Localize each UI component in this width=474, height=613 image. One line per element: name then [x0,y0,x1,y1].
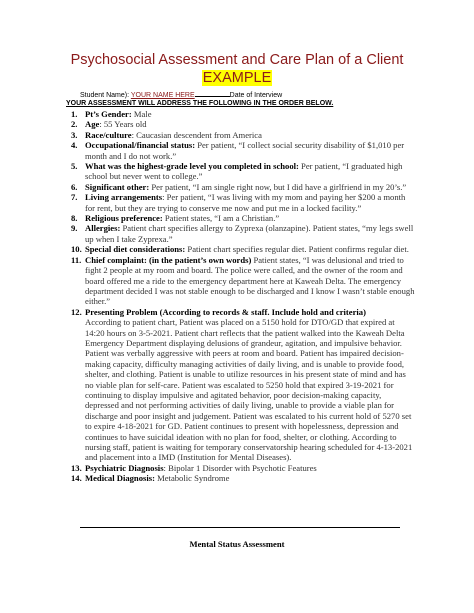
item-number: 9. [71,223,78,234]
list-item [71,192,415,213]
item-text: : Per patient, “I was living with my mom and paying her $200 a month for rent, but they are trying to conserve me now and put me in a locked facility.” [85,192,406,213]
list-item [71,129,415,140]
list-item [71,140,415,161]
instructions-heading: YOUR ASSESSMENT WILL ADDRESS THE FOLLOWING IN THE ORDER BELOW. [66,100,334,107]
list-item [71,223,415,244]
item-text: Patient chart specifies regular diet. Patient confirms regular diet. [185,244,409,255]
example-banner [0,70,474,86]
example-label: EXAMPLE [202,70,272,86]
item-label: Presenting Problem (According to records & staff. Include hold and criteria) [85,306,366,317]
item-number: 12. [71,306,82,317]
item-text: Male [131,109,152,119]
item-text: : Bipolar 1 Disorder with Psychotic Features [163,462,317,473]
item-number: 13. [71,462,82,473]
student-blank-line [195,90,230,97]
item-number: 14. [71,473,82,484]
item-label: Religious preference: [85,213,163,224]
list-item [71,161,415,182]
item-text: Metabolic Syndrome [154,473,230,484]
item-label: Special diet considerations: [85,244,186,255]
item-text: : Caucasian descendent from America [131,129,262,140]
list-item [71,244,415,255]
item-label: Age [85,119,100,130]
item-text: Per patient, “I collect social security disability of $1,010 per month and I do not work.” [85,140,405,161]
item-number: 1. [71,109,78,119]
item-label: Psychiatric Diagnosis [85,462,164,473]
item-text: Patient chart specifies allergy to Zyprexa (olanzapine). Patient states, “my legs swell up when I take Zyprexa.” [85,223,414,244]
item-number: 8. [71,213,78,224]
item-label: Pt’s Gender: [85,109,132,119]
item-label: Race/culture [85,129,132,140]
item-label: Chief complaint: (in the patient’s own words) [85,254,252,265]
mental-status-heading: Mental Status Assessment [189,539,285,549]
item-text: Per patient, “I am single right now, but I did have a girlfriend in my 20’s.” [149,181,407,192]
student-label: Student Name): [80,92,130,99]
item-number: 2. [71,119,78,130]
list-item [71,254,415,307]
item-label: Medical Diagnosis: [85,473,155,484]
list-item [71,462,415,473]
item-number: 11. [71,254,82,265]
item-number: 7. [71,192,78,203]
item-text: According to patient chart, Patient was placed on a 5150 hold for DTO/GD that expired at 14:20 hours on 3-5-2021. Patient chart reflects that the patient walked into the Kaweah Delta Emergency Department displaying delusions of grandeur, agitation, and impulsive behavior. Patient was verbally aggressive with peers at room and board. Patient has impaired decision-making capacity, difficulty managing activities of daily living, and is unable to provide food, shelter, and clothing. Patient is unable to utilize resources in his present state of mind and has no viable plan for self-care. Patient was escalated to 5250 hold that expired 3-19-2021 for continuing to display impulsive and agitated behavior, poor decision-making capacity, depressed and not performing activities of daily living, unable to provide a viable plan for discharge and poor insight and judgement. Patient was escalated to his current hold of 5270 set to expire 4-18-2021 for GD. Patient continues to present with hopelessness, depression and continues to have suicidal ideation with no plan for food, shelter, or clothing. According to nursing staff, patient is waiting for temporary conservatorship hearing scheduled for 4-13-2021 and placement into a IMD (Institution for Mental Diseases). [85,317,413,463]
list-item [71,213,415,224]
item-label: What was the highest-grade level you completed in school: [85,161,299,172]
item-number: 5. [71,161,78,172]
item-label: Occupational/financial status: [85,140,196,151]
item-text: : 55 Years old [99,119,147,130]
item-number: 3. [71,129,78,140]
item-number: 6. [71,181,78,192]
item-text: Patient states, “I was delusional and tried to fight 2 people at my room and board. The police were called, and the owner of the room and board offered me a ride to the emergency department here at Kaweah Delta. The emergency department decided I was not stable enough to be discharged and I know I wasn’t stable enough either.” [85,254,415,307]
document-title: Psychosocial Assessment and Care Plan of a Client [70,52,404,68]
item-text: Patient states, “I am a Christian.” [162,213,280,224]
list-item [71,306,415,463]
date-label: Date of Interview [229,92,283,99]
item-text: Per patient, “I graduated high school but never went to college.” [85,161,403,182]
section-divider [80,527,400,528]
list-item [71,181,415,192]
list-item [71,473,415,484]
item-label: Allergies: [85,223,121,234]
item-label: Living arrangements [85,192,163,203]
item-label: Significant other: [85,181,150,192]
student-name: YOUR NAME HERE [130,92,195,99]
assessment-list [71,109,415,484]
list-item [71,119,415,130]
item-number: 4. [71,140,78,151]
list-item [71,109,415,119]
item-number: 10. [71,244,82,255]
student-line [80,90,282,99]
